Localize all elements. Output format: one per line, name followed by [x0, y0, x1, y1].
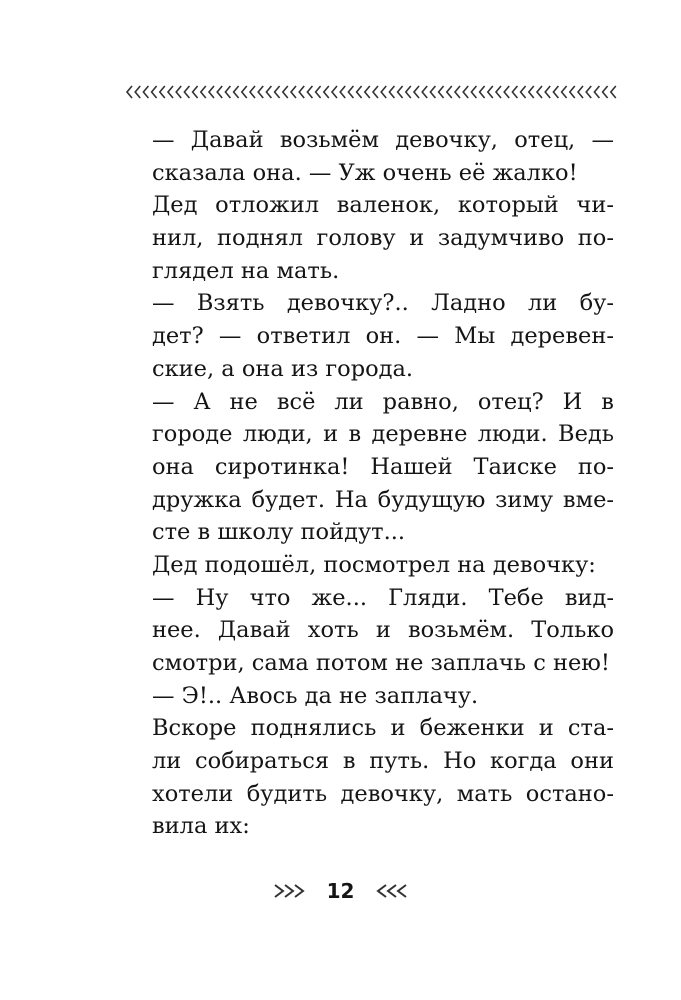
text-line: — А не всё ли равно, отец? И в	[152, 388, 614, 415]
text-line: Дед подошёл, посмотрел на девочку:	[152, 551, 596, 578]
text-line: смотри, сама потом не заплачь с нею!	[152, 650, 610, 676]
text-line: нил, поднял голову и задумчиво по-	[152, 225, 614, 252]
text-line: — Ну что же... Гляди. Тебе вид-	[152, 584, 614, 611]
text-line: — Э!.. Авось да не заплачу.	[152, 682, 479, 709]
chevron-border-ornament	[123, 82, 618, 102]
chevron-right-ornament-icon	[273, 881, 317, 901]
text-line: сте в школу пойдут...	[152, 519, 406, 546]
text-line: дет? — ответил он. — Мы деревен-	[152, 323, 614, 350]
text-line: сказала она. — Уж очень её жалко!	[152, 159, 578, 186]
text-line: — Давай возьмём девочку, отец, —	[152, 127, 614, 153]
text-line: ли собираться в путь. Но когда они	[152, 748, 614, 775]
text-line: глядел на мать.	[152, 257, 340, 284]
page-number: 12	[326, 879, 355, 903]
text-line: ские, а она из города.	[152, 355, 414, 382]
text-line: — Взять девочку?.. Ладно ли бу-	[152, 290, 614, 317]
chevron-left-ornament-icon	[364, 881, 408, 901]
text-line: Вскоре поднялись и беженки и ста-	[152, 715, 614, 742]
text-line: вила их:	[152, 813, 250, 840]
page-footer	[0, 876, 681, 906]
text-line: она сиротинка! Нашей Таиске по-	[152, 453, 614, 480]
text-line: хотели будить девочку, мать остано-	[152, 780, 614, 807]
text-line: городе люди, и в деревне люди. Ведь	[152, 421, 614, 448]
text-line: нее. Давай хоть и возьмём. Только	[152, 617, 614, 644]
text-line: дружка будет. На будущую зиму вме-	[152, 486, 614, 513]
text-line: Дед отложил валенок, который чи-	[152, 192, 614, 219]
body-text	[152, 124, 614, 843]
